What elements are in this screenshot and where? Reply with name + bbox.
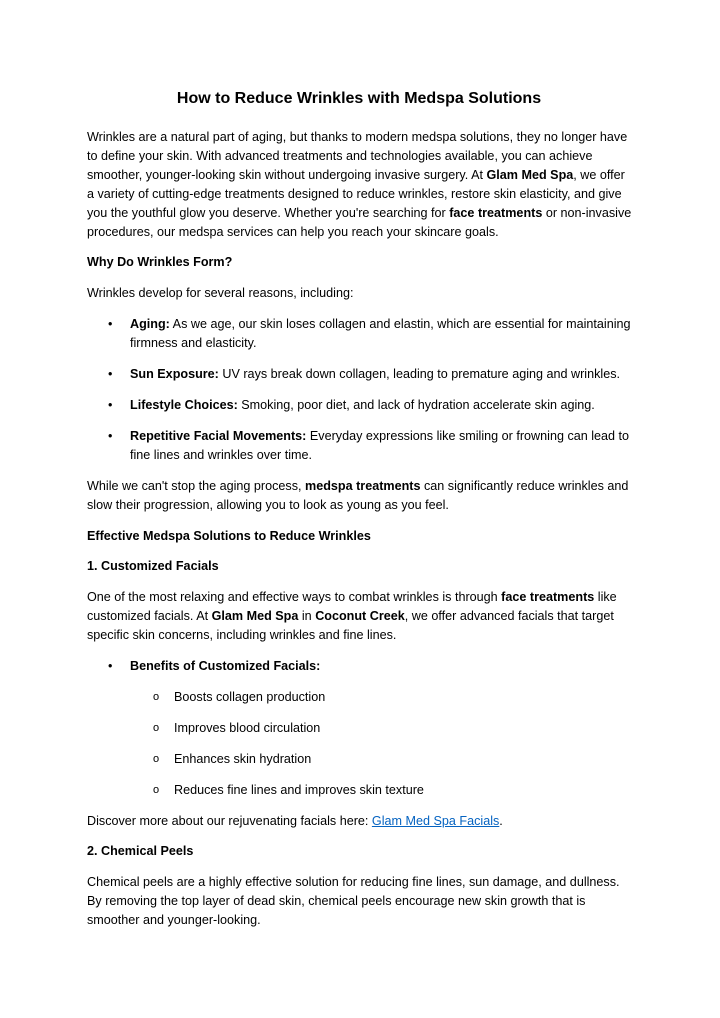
bullet-icon: • — [108, 367, 113, 382]
section-heading-solutions: Effective Medspa Solutions to Reduce Wrinkles — [87, 528, 371, 543]
intro-bold-2: face treatments — [449, 205, 543, 220]
benefits-label: Benefits of Customized Facials: — [130, 659, 321, 674]
closing-bold-1: medspa treatments — [305, 478, 421, 493]
circle-bullet-icon: o — [153, 721, 160, 734]
bullet-icon: • — [108, 317, 113, 332]
sublist-item-text: Boosts collagen production — [174, 689, 326, 704]
sublist-item-text: Reduces fine lines and improves skin texture — [174, 782, 424, 797]
facials-bold-2: Glam Med Spa — [211, 609, 299, 624]
discover-after-text: . — [499, 813, 503, 828]
facials-bold-3: Coconut Creek — [315, 609, 405, 624]
intro-text-1: Wrinkles are a natural part of aging, but thanks to modern medspa solutions, they no longer have to define your skin. With advanced treatments and technologies available, you can achieve smoother, younger-looking skin without undergoing invasive surgery. At — [87, 130, 628, 182]
list-item-label: Repetitive Facial Movements: — [130, 428, 307, 443]
list-item — [87, 315, 635, 353]
subheading-chemical-peels: 2. Chemical Peels — [87, 844, 194, 859]
list-item — [87, 365, 635, 384]
facials-bold-1: face treatments — [501, 590, 595, 605]
list-item-text: As we age, our skin loses collagen and elastin, which are essential for maintaining firmness and elasticity. — [130, 317, 631, 351]
bullet-icon: • — [108, 428, 113, 443]
list-item-label: Lifestyle Choices: — [130, 397, 238, 412]
closing-text-2: can significantly reduce wrinkles and slow their progression, allowing you to look as young as you feel. — [87, 478, 629, 512]
sublist-item — [87, 719, 635, 738]
list-item — [87, 657, 635, 800]
bullet-icon: • — [108, 397, 113, 412]
peels-paragraph: Chemical peels are a highly effective solution for reducing fine lines, sun damage, and dullness. By removing the top layer of dead skin, chemical peels encourage new skin growth that is smoother and younger-looking. — [87, 875, 620, 928]
discover-text: Discover more about our rejuvenating facials here: — [87, 813, 372, 828]
why-closing-paragraph — [87, 477, 635, 515]
sublist-item-text: Improves blood circulation — [174, 720, 321, 735]
sublist-item — [87, 688, 635, 707]
closing-text-1: While we can't stop the aging process, — [87, 478, 306, 493]
facials-link[interactable]: Glam Med Spa Facials — [371, 813, 500, 828]
why-lead-paragraph: Wrinkles develop for several reasons, including: — [87, 286, 354, 301]
causes-list — [87, 315, 635, 464]
subheading-customized-facials: 1. Customized Facials — [87, 559, 219, 574]
intro-paragraph — [87, 128, 635, 241]
page-title: How to Reduce Wrinkles with Medspa Solutions — [176, 90, 542, 107]
document-page — [87, 88, 635, 942]
discover-paragraph — [87, 812, 635, 831]
intro-text-2: , we offer a variety of cutting-edge treatments designed to reduce wrinkles, restore skin elasticity, and give you the youthful glow you deserve. Whether you're searching for — [87, 167, 625, 220]
intro-text-3: or non-invasive procedures, our medspa services can help you reach your skincare goals. — [87, 205, 632, 239]
intro-bold-1: Glam Med Spa — [486, 167, 574, 182]
facials-text-4: , we offer advanced facials that target specific skin concerns, including wrinkles and fine lines. — [87, 609, 614, 643]
list-item-label: Aging: — [130, 317, 170, 332]
bullet-icon: • — [108, 659, 113, 674]
sublist-item — [87, 781, 635, 800]
facials-text-1: One of the most relaxing and effective ways to combat wrinkles is through — [87, 590, 502, 605]
list-item — [87, 396, 635, 415]
facials-text-2: like customized facials. At — [87, 590, 617, 624]
sublist-item-text: Enhances skin hydration — [174, 751, 312, 766]
benefits-sublist — [87, 688, 635, 800]
list-item-text: Smoking, poor diet, and lack of hydration accelerate skin aging. — [237, 397, 595, 412]
circle-bullet-icon: o — [153, 783, 160, 796]
list-item — [87, 427, 635, 465]
benefits-list — [87, 657, 635, 800]
facials-paragraph — [87, 588, 635, 645]
sublist-item — [87, 750, 635, 769]
list-item-text: Everyday expressions like smiling or frowning can lead to fine lines and wrinkles over time. — [130, 428, 630, 462]
circle-bullet-icon: o — [153, 690, 160, 703]
facials-text-3: in — [298, 609, 316, 624]
list-item-label: Sun Exposure: — [130, 367, 219, 382]
circle-bullet-icon: o — [153, 752, 160, 765]
list-item-text: UV rays break down collagen, leading to premature aging and wrinkles. — [218, 367, 620, 382]
section-heading-why: Why Do Wrinkles Form? — [87, 255, 233, 270]
